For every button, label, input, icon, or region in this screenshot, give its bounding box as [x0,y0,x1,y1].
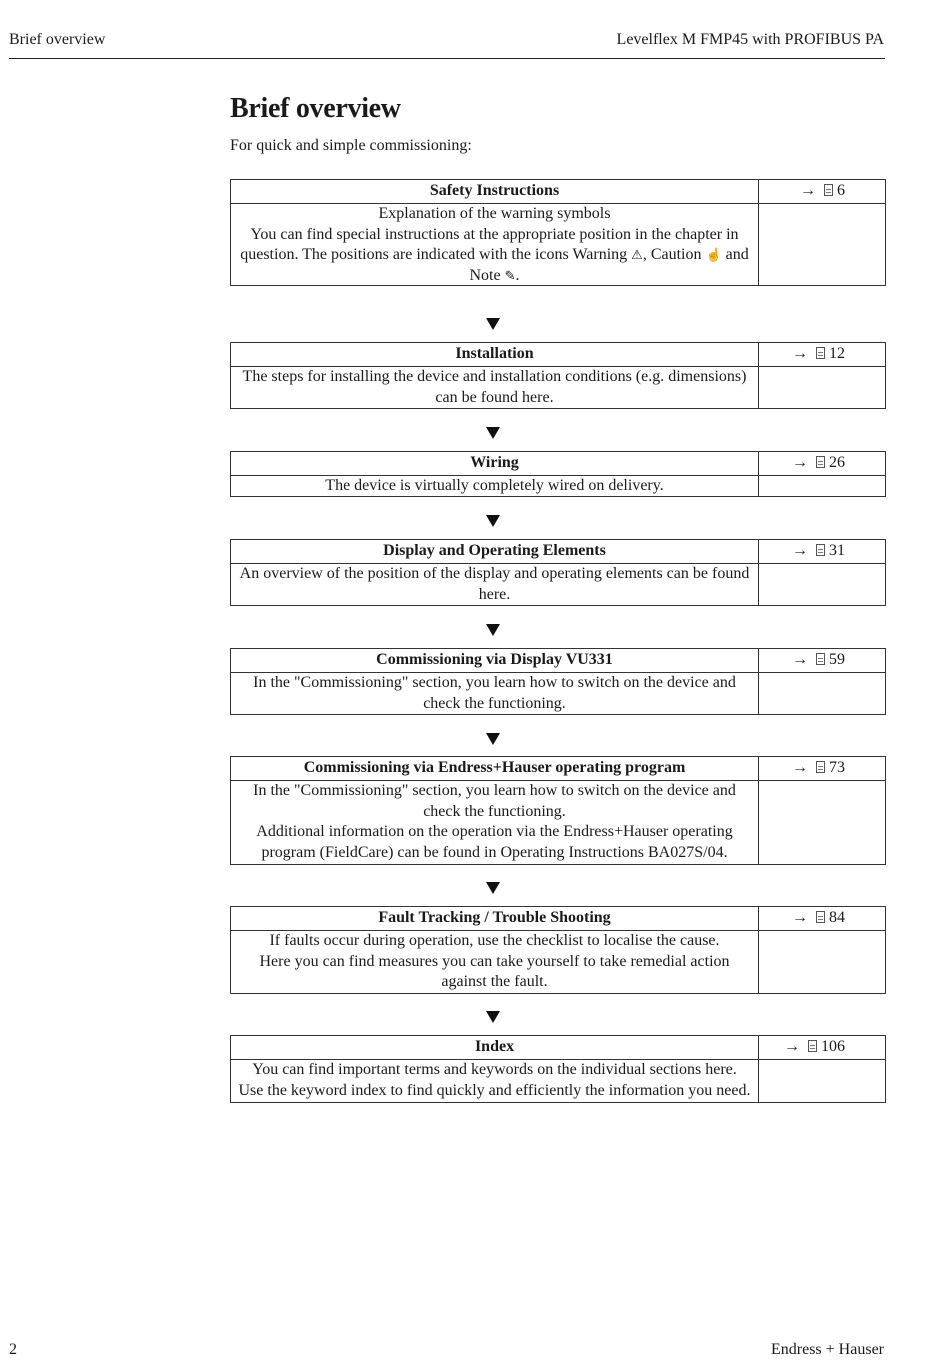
page-number: 6 [837,182,845,199]
caution-hand-icon: ☝ [705,247,722,262]
page-reference-link[interactable] [759,1036,885,1059]
empty-cell [759,781,885,864]
page-reference-link[interactable] [759,540,885,563]
arrow-right-icon: → [792,651,808,668]
note-pencil-icon: ✎ [504,267,516,283]
section-safety-instructions [230,179,886,286]
section-description: In the "Commissioning" section, you learn how to switch on the device and check the functioning. [231,673,759,714]
section-description-line: In the "Commissioning" section, you learn how to switch on the device and check the functioning. [253,782,736,820]
intro-text: For quick and simple commissioning: [230,137,472,154]
page-title: Brief overview [230,93,401,124]
page-reference-link[interactable] [759,343,885,366]
page-number: 59 [829,651,845,668]
section-description-line: Here you can find measures you can take yourself to take remedial action against the fault. [259,952,730,990]
section-commissioning-display [230,648,886,715]
section-description-line: If faults occur during operation, use the checklist to localise the cause. [269,932,720,949]
page-reference-link[interactable] [759,180,885,203]
section-title: Display and Operating Elements [231,540,759,563]
section-commissioning-operating-program [230,756,886,865]
section-description-line: Use the keyword index to find quickly and efficiently the information you need. [238,1081,751,1099]
section-description [231,1060,759,1102]
section-title: Index [231,1036,759,1059]
page-reference-icon [808,1040,817,1052]
section-description: The steps for installing the device and installation conditions (e.g. dimensions) can be found here. [231,367,759,408]
page-reference-icon [816,544,825,556]
empty-cell [759,204,885,285]
empty-cell [759,564,885,605]
page-number-footer: 2 [9,1341,17,1358]
warning-triangle-icon: ⚠ [631,247,643,262]
page-number: 73 [829,759,845,776]
empty-cell [759,1060,885,1102]
arrow-right-icon: → [792,759,808,776]
empty-cell [759,931,885,993]
page-number: 31 [829,542,845,559]
section-description-line: Additional information on the operation via the Endress+Hauser operating program (FieldCare) can be found in Operating Instructions BA027S/04. [256,823,733,861]
page-reference-icon [824,184,833,196]
section-fault-tracking [230,906,886,994]
arrow-right-icon: → [792,542,808,559]
page-reference-link[interactable] [759,907,885,930]
page-reference-icon [816,911,825,923]
header-divider [9,58,885,59]
section-description-line: You can find important terms and keywords on the individual sections here. [252,1061,737,1078]
page-reference-icon [816,456,825,468]
arrow-right-icon: → [792,909,808,926]
down-triangle-icon [486,882,500,894]
section-installation [230,342,886,409]
running-header-product: Levelflex M FMP45 with PROFIBUS PA [616,31,884,48]
down-triangle-icon [486,515,500,527]
down-triangle-icon [486,733,500,745]
section-description: An overview of the position of the display and operating elements can be found here. [231,564,759,605]
section-description-line: Explanation of the warning symbols [378,205,611,222]
section-index [230,1035,886,1103]
section-title: Fault Tracking / Trouble Shooting [231,907,759,930]
section-description [231,931,759,993]
page-number: 12 [829,345,845,362]
page-reference-link[interactable] [759,757,885,780]
section-title: Installation [231,343,759,366]
page-number: 106 [821,1038,845,1055]
section-description: The device is virtually completely wired on delivery. [231,476,759,496]
page-reference-link[interactable] [759,452,885,475]
page-number: 26 [829,454,845,471]
empty-cell [759,673,885,714]
section-description [231,204,759,285]
arrow-right-icon: → [800,182,816,199]
section-display-operating-elements [230,539,886,606]
arrow-right-icon: → [792,454,808,471]
page-reference-icon [816,653,825,665]
page-reference-icon [816,761,825,773]
page-reference-link[interactable] [759,649,885,672]
down-triangle-icon [486,1011,500,1023]
empty-cell [759,476,885,496]
section-title: Wiring [231,452,759,475]
section-title: Commissioning via Endress+Hauser operating program [231,757,759,780]
arrow-right-icon: → [784,1038,800,1055]
running-header-section: Brief overview [9,31,106,48]
section-description-line: You can find special instructions at the appropriate position in the chapter in question. The positions are indicated with the icons Warning ⚠, Caution ☝ and Note ✎. [240,225,749,284]
empty-cell [759,367,885,408]
section-title: Commissioning via Display VU331 [231,649,759,672]
section-description [231,781,759,864]
arrow-right-icon: → [792,345,808,362]
down-triangle-icon [486,624,500,636]
section-wiring [230,451,886,497]
down-triangle-icon [486,427,500,439]
page-reference-icon [816,347,825,359]
section-title: Safety Instructions [231,180,759,203]
down-triangle-icon [486,318,500,330]
footer-brand: Endress + Hauser [771,1341,884,1358]
page-number: 84 [829,909,845,926]
